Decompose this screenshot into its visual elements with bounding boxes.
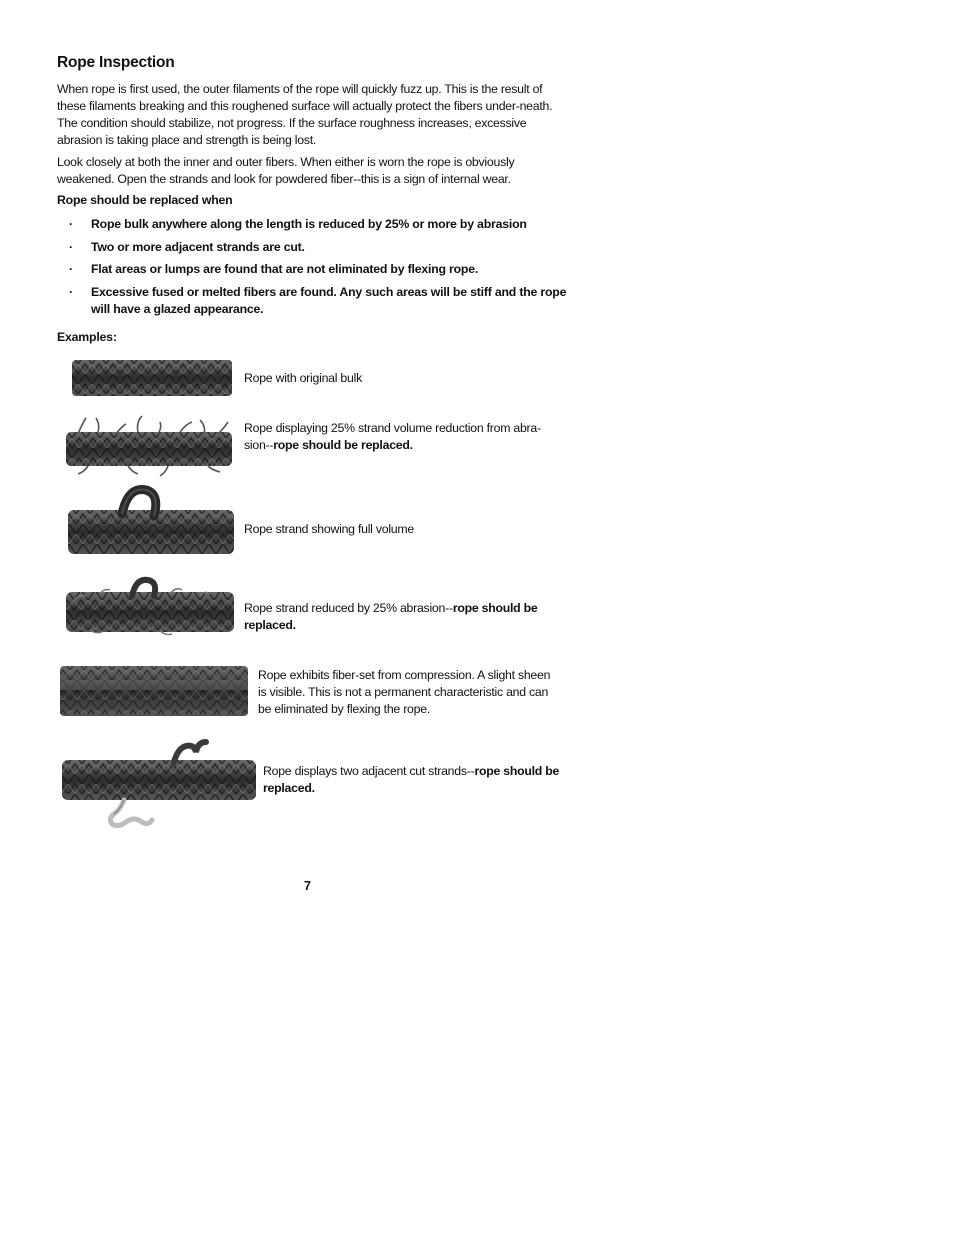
page-title: Rope Inspection (57, 54, 175, 71)
rope-fiber-set-photo (56, 660, 250, 722)
example-caption: Rope with original bulk (244, 371, 362, 385)
example-caption: Rope exhibits fiber-set from compression. A slight sheen is visible. This is not a permanent characteristic and can be eliminated by flexing the rope. (258, 668, 551, 716)
bullet-icon: · (69, 262, 73, 276)
replace-criteria-list (57, 216, 567, 323)
intro-paragraph: When rope is first used, the outer filaments of the rope will quickly fuzz up. This is the result of these filaments breaking and this roughened surface will actually protect the fibers under-neath. The condition should stabilize, not progress. If the surface roughness increases, excessive abrasion is taking place and strength is being lost. (57, 82, 553, 147)
rope-strand-reduced-photo (60, 570, 236, 638)
bullet-icon: · (69, 239, 73, 254)
rope-cut-strands-photo (54, 734, 258, 832)
page-number: 7 (304, 879, 311, 893)
bullet-icon: · (69, 217, 73, 231)
inspection-paragraph: Look closely at both the inner and outer fibers. When either is worn the rope is obviously weakened. Open the strands and look for powdered fiber--this is a sign of internal wear. (57, 155, 515, 186)
bullet-icon: · (69, 284, 73, 299)
example-caption: Rope displaying 25% strand volume reduction from abra-sion--rope should be replaced. (244, 421, 541, 452)
list-item: · Rope bulk anywhere along the length is reduced by 25% or more by abrasion (69, 217, 527, 231)
example-caption: Rope strand showing full volume (244, 522, 414, 536)
rope-strand-full-volume-photo (62, 484, 236, 562)
list-item: · Flat areas or lumps are found that are not eliminated by flexing rope. (69, 262, 479, 276)
rope-original-bulk-photo (64, 354, 234, 402)
list-item: · Excessive fused or melted fibers are found. Any such areas will be stiff and the rope will have a glazed appearance. (69, 284, 567, 316)
example-caption: Rope strand reduced by 25% abrasion--rope should be replaced. (244, 601, 538, 632)
replace-heading: Rope should be replaced when (57, 193, 233, 207)
examples-heading: Examples: (57, 330, 117, 344)
list-item: · Two or more adjacent strands are cut. (69, 239, 305, 254)
example-caption: Rope displays two adjacent cut strands--rope should be replaced. (263, 764, 560, 795)
rope-reduced-volume-photo (58, 408, 238, 478)
